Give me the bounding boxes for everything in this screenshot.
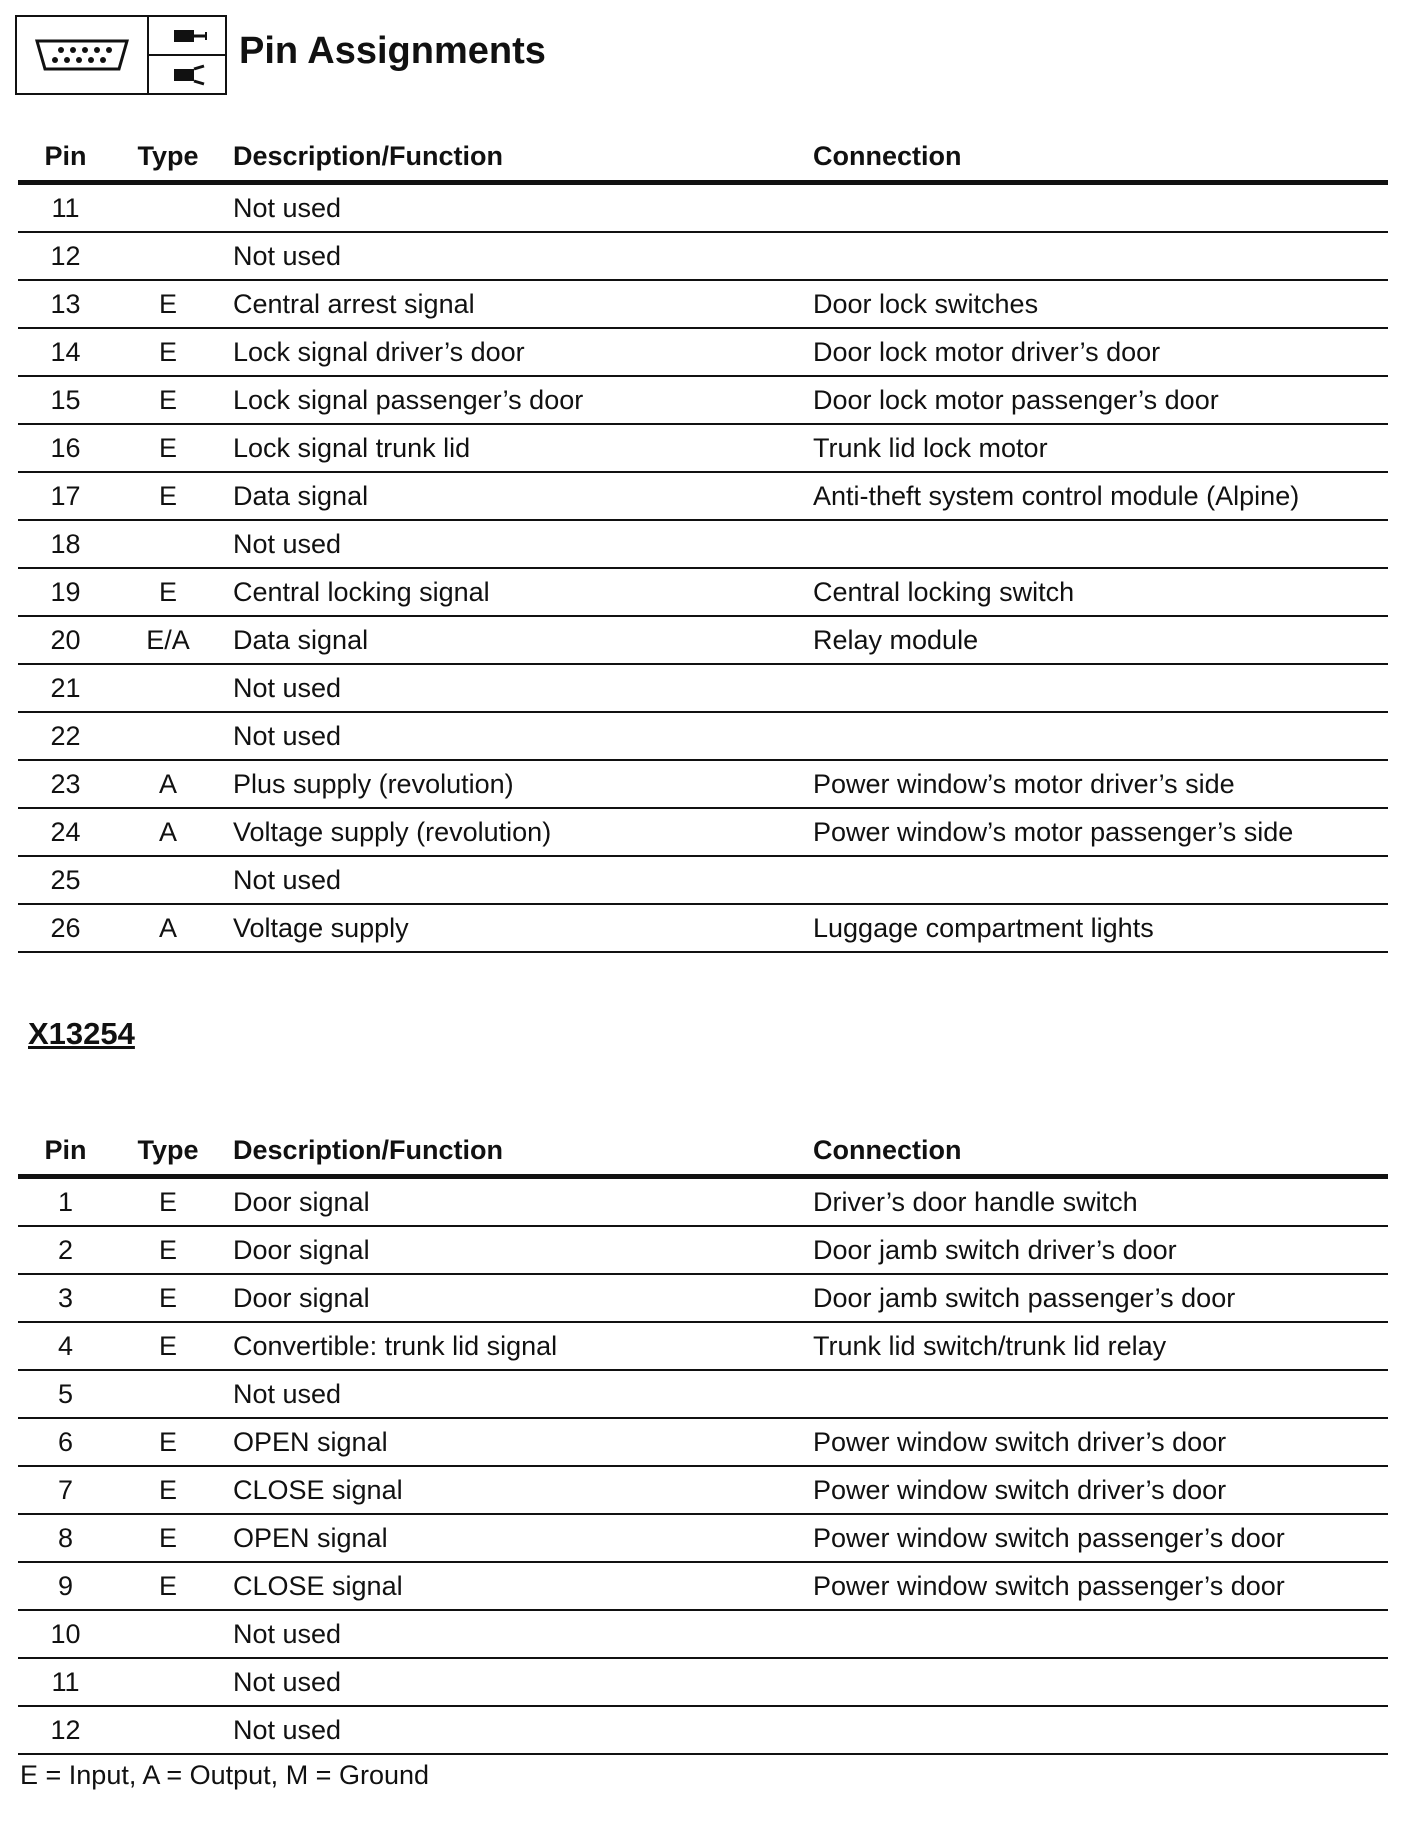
type-cell: E/A: [113, 616, 223, 664]
type-cell: E: [113, 1274, 223, 1322]
description-cell: OPEN signal: [223, 1514, 813, 1562]
pin-cell: 23: [18, 760, 113, 808]
description-cell: Door signal: [223, 1177, 813, 1227]
table-header-row: [18, 1132, 1388, 1177]
pin-cell: 19: [18, 568, 113, 616]
type-cell: E: [113, 1466, 223, 1514]
connection-cell: [813, 520, 1388, 568]
description-cell: Data signal: [223, 616, 813, 664]
type-cell: [113, 1658, 223, 1706]
description-cell: Not used: [223, 1610, 813, 1658]
table-row: [18, 376, 1388, 424]
description-cell: Convertible: trunk lid signal: [223, 1322, 813, 1370]
legend: E = Input, A = Output, M = Ground: [20, 1760, 430, 1790]
table-row: [18, 280, 1388, 328]
col-type: Type: [113, 138, 223, 183]
section-label: X13254: [28, 1016, 135, 1051]
description-cell: Voltage supply (revolution): [223, 808, 813, 856]
pin-cell: 24: [18, 808, 113, 856]
connection-cell: [813, 232, 1388, 280]
pin-cell: 10: [18, 1610, 113, 1658]
description-cell: Voltage supply: [223, 904, 813, 952]
table-row: [18, 1226, 1388, 1274]
connection-cell: Door lock switches: [813, 280, 1388, 328]
type-cell: E: [113, 568, 223, 616]
description-cell: Not used: [223, 1658, 813, 1706]
table-row: [18, 472, 1388, 520]
connection-cell: Central locking switch: [813, 568, 1388, 616]
pin-cell: 17: [18, 472, 113, 520]
type-cell: E: [113, 1514, 223, 1562]
type-cell: [113, 1370, 223, 1418]
description-cell: Door signal: [223, 1274, 813, 1322]
type-cell: E: [113, 1418, 223, 1466]
table-row: [18, 1610, 1388, 1658]
type-cell: [113, 664, 223, 712]
type-cell: [113, 183, 223, 233]
description-cell: Plus supply (revolution): [223, 760, 813, 808]
table-row: [18, 520, 1388, 568]
table-row: [18, 616, 1388, 664]
pin-cell: 14: [18, 328, 113, 376]
type-cell: E: [113, 424, 223, 472]
connector-icon: [17, 17, 149, 93]
table-row: [18, 183, 1388, 233]
table-header-row: [18, 138, 1388, 183]
col-conn: Connection: [813, 1132, 1388, 1177]
type-cell: E: [113, 328, 223, 376]
table-row: [18, 1322, 1388, 1370]
connection-cell: Power window’s motor driver’s side: [813, 760, 1388, 808]
socket-icon: [149, 56, 225, 93]
type-cell: E: [113, 1226, 223, 1274]
connection-cell: [813, 1610, 1388, 1658]
pin-cell: 1: [18, 1177, 113, 1227]
type-cell: A: [113, 904, 223, 952]
description-cell: Not used: [223, 232, 813, 280]
table-row: [18, 808, 1388, 856]
description-cell: Not used: [223, 1370, 813, 1418]
connection-cell: [813, 183, 1388, 233]
connection-cell: [813, 664, 1388, 712]
connection-cell: Luggage compartment lights: [813, 904, 1388, 952]
col-pin: Pin: [18, 1132, 113, 1177]
connection-cell: Power window switch driver’s door: [813, 1418, 1388, 1466]
table-row: [18, 1274, 1388, 1322]
connection-cell: Power window’s motor passenger’s side: [813, 808, 1388, 856]
connection-cell: Door jamb switch passenger’s door: [813, 1274, 1388, 1322]
pin-cell: 18: [18, 520, 113, 568]
connection-cell: [813, 1370, 1388, 1418]
pin-table-2: [18, 1132, 1388, 1755]
type-cell: E: [113, 1562, 223, 1610]
plug-icon: [149, 17, 225, 56]
table-row: [18, 760, 1388, 808]
type-cell: [113, 232, 223, 280]
description-cell: Lock signal trunk lid: [223, 424, 813, 472]
connection-cell: [813, 856, 1388, 904]
description-cell: Not used: [223, 712, 813, 760]
type-cell: E: [113, 280, 223, 328]
pin-cell: 5: [18, 1370, 113, 1418]
type-cell: [113, 712, 223, 760]
connection-cell: Power window switch driver’s door: [813, 1466, 1388, 1514]
page-header: [15, 14, 546, 96]
type-cell: E: [113, 472, 223, 520]
connection-cell: [813, 1658, 1388, 1706]
table-row: [18, 856, 1388, 904]
pin-cell: 26: [18, 904, 113, 952]
connection-cell: Relay module: [813, 616, 1388, 664]
col-desc: Description/Function: [223, 138, 813, 183]
pin-cell: 16: [18, 424, 113, 472]
table-row: [18, 1706, 1388, 1754]
table-row: [18, 1370, 1388, 1418]
type-cell: E: [113, 1322, 223, 1370]
pin-cell: 3: [18, 1274, 113, 1322]
pin-cell: 8: [18, 1514, 113, 1562]
description-cell: Lock signal passenger’s door: [223, 376, 813, 424]
pin-cell: 22: [18, 712, 113, 760]
pin-cell: 4: [18, 1322, 113, 1370]
pin-cell: 25: [18, 856, 113, 904]
table-row: [18, 1658, 1388, 1706]
description-cell: Door signal: [223, 1226, 813, 1274]
table-row: [18, 664, 1388, 712]
pin-cell: 12: [18, 1706, 113, 1754]
page-title: Pin Assignments: [239, 29, 546, 72]
table-row: [18, 1514, 1388, 1562]
table-row: [18, 1562, 1388, 1610]
pin-cell: 15: [18, 376, 113, 424]
connector-icon-box: [15, 15, 227, 95]
connection-cell: Power window switch passenger’s door: [813, 1514, 1388, 1562]
description-cell: OPEN signal: [223, 1418, 813, 1466]
type-cell: A: [113, 760, 223, 808]
connection-cell: Door lock motor passenger’s door: [813, 376, 1388, 424]
col-type: Type: [113, 1132, 223, 1177]
type-cell: E: [113, 376, 223, 424]
table-row: [18, 424, 1388, 472]
description-cell: Data signal: [223, 472, 813, 520]
type-cell: [113, 520, 223, 568]
description-cell: Central locking signal: [223, 568, 813, 616]
pin-cell: 21: [18, 664, 113, 712]
table-row: [18, 1418, 1388, 1466]
type-cell: [113, 1610, 223, 1658]
table-row: [18, 568, 1388, 616]
table-row: [18, 1466, 1388, 1514]
connection-cell: Door jamb switch driver’s door: [813, 1226, 1388, 1274]
connection-cell: Trunk lid switch/trunk lid relay: [813, 1322, 1388, 1370]
description-cell: Not used: [223, 520, 813, 568]
connection-cell: Anti-theft system control module (Alpine): [813, 472, 1388, 520]
description-cell: Central arrest signal: [223, 280, 813, 328]
pin-cell: 9: [18, 1562, 113, 1610]
connection-cell: Door lock motor driver’s door: [813, 328, 1388, 376]
col-desc: Description/Function: [223, 1132, 813, 1177]
pin-cell: 7: [18, 1466, 113, 1514]
table-row: [18, 232, 1388, 280]
description-cell: Not used: [223, 1706, 813, 1754]
type-cell: A: [113, 808, 223, 856]
pin-cell: 12: [18, 232, 113, 280]
type-cell: [113, 1706, 223, 1754]
type-cell: [113, 856, 223, 904]
connection-cell: Power window switch passenger’s door: [813, 1562, 1388, 1610]
pin-cell: 2: [18, 1226, 113, 1274]
pin-table-1: [18, 138, 1388, 953]
col-pin: Pin: [18, 138, 113, 183]
pin-cell: 13: [18, 280, 113, 328]
description-cell: Not used: [223, 664, 813, 712]
table-row: [18, 712, 1388, 760]
description-cell: Not used: [223, 183, 813, 233]
table-row: [18, 328, 1388, 376]
connection-cell: Driver’s door handle switch: [813, 1177, 1388, 1227]
pin-cell: 20: [18, 616, 113, 664]
col-conn: Connection: [813, 138, 1388, 183]
connection-cell: Trunk lid lock motor: [813, 424, 1388, 472]
description-cell: CLOSE signal: [223, 1562, 813, 1610]
table-row: [18, 1177, 1388, 1227]
type-cell: E: [113, 1177, 223, 1227]
description-cell: CLOSE signal: [223, 1466, 813, 1514]
table-row: [18, 904, 1388, 952]
connection-cell: [813, 712, 1388, 760]
pin-cell: 6: [18, 1418, 113, 1466]
connection-cell: [813, 1706, 1388, 1754]
pin-cell: 11: [18, 1658, 113, 1706]
description-cell: Lock signal driver’s door: [223, 328, 813, 376]
description-cell: Not used: [223, 856, 813, 904]
pin-cell: 11: [18, 183, 113, 233]
